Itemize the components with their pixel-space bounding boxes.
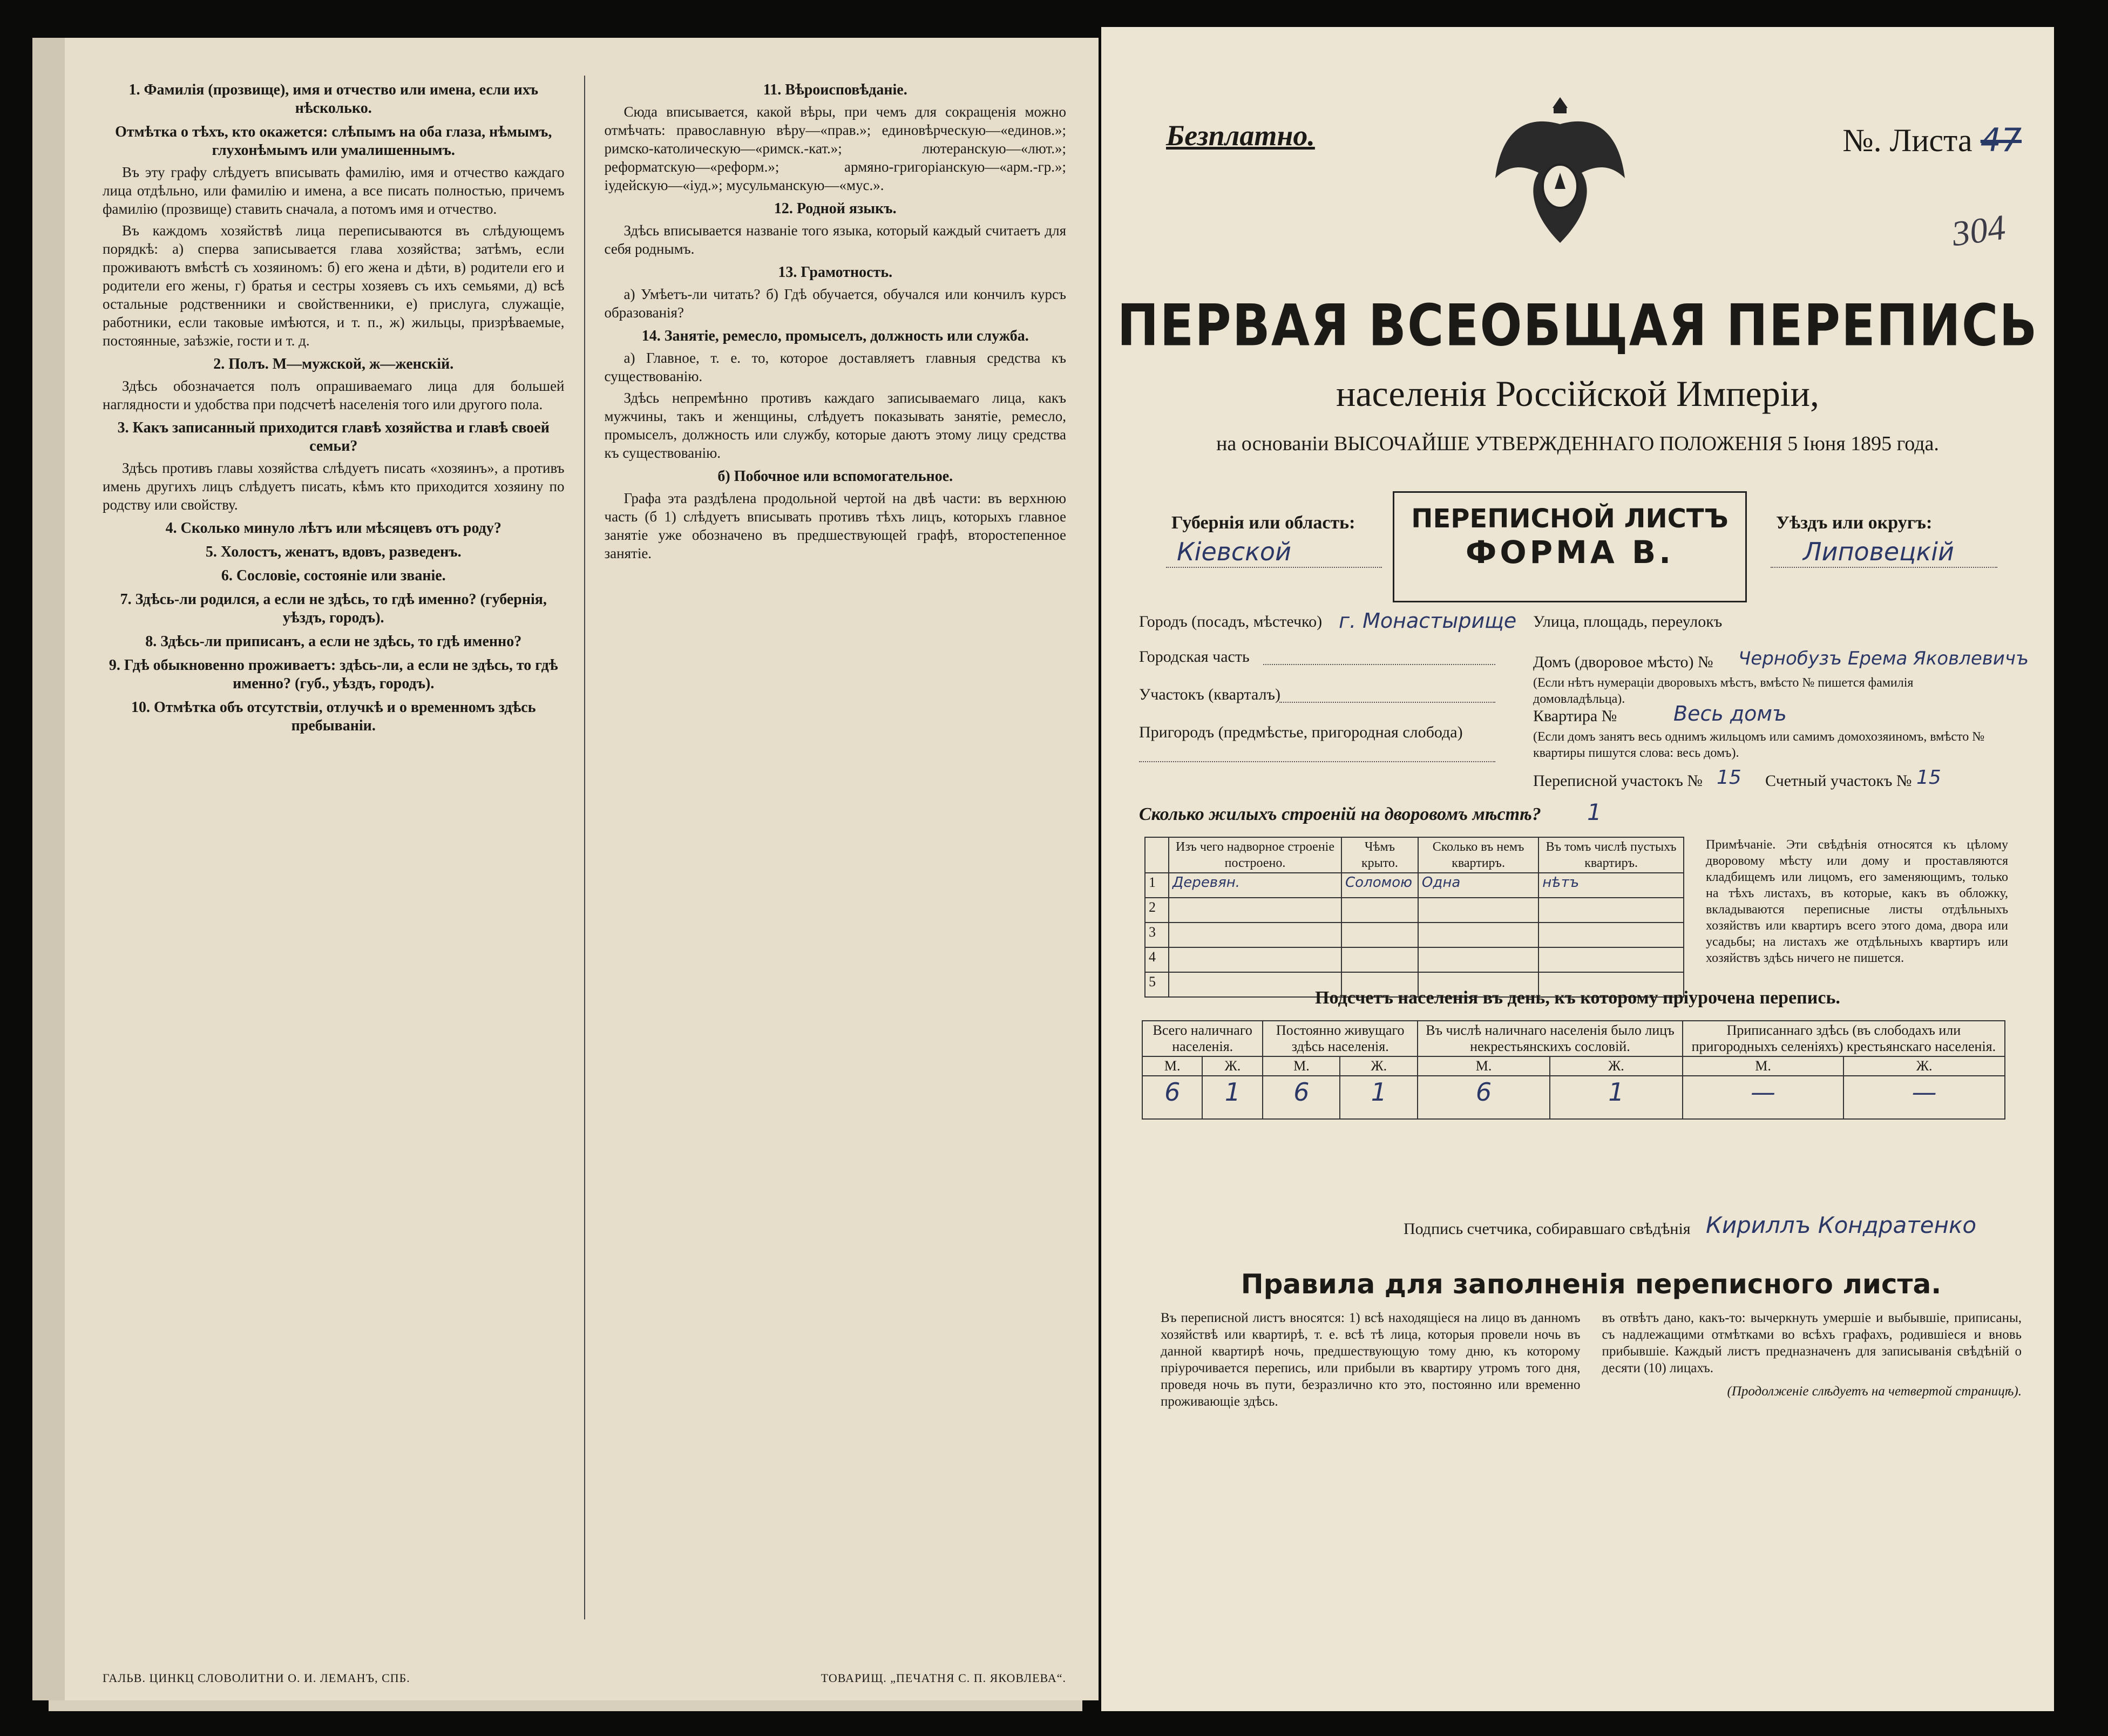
suburb-label: Пригородъ (предмѣстье, пригородная слобода) [1139,723,1463,741]
buildings-cell-n: 5 [1145,972,1169,997]
count-gender-row [1142,1056,2005,1076]
section-heading: 7. Здѣсь-ли родился, а если не здѣсь, то гдѣ именно? (губернія, уѣздъ, городъ). [120,591,547,626]
sheet-number [1842,121,2022,159]
uezd-label: Уѣздъ или округъ: [1776,513,1933,533]
count-title: Подсчетъ населенія въ день, къ которому пріурочена перепись. [1315,988,1840,1008]
paragraph: Графа эта раздѣлена продольной чертой на двѣ части: въ верхнюю часть (б 1) слѣдуетъ вписывать противъ тѣхъ лицъ, которыхъ главное занятіе уже обозначено въ предшествующей графѣ, второстепенное занятіе. [604,490,1066,561]
district-line [1263,664,1495,665]
buildings-header-row [1145,837,1684,873]
buildings-header-empty: Въ томъ числѣ пустыхъ квартиръ. [1538,837,1684,873]
form-box [1393,491,1747,602]
city-value: г. Монастырище [1339,609,1517,633]
buildings-cell-roof: Соломою [1341,873,1418,898]
street-label: Улица, площадь, переулокъ [1533,613,1723,630]
count-header-present: Всего наличнаго населенія. [1142,1021,1263,1056]
buildings-row [1145,873,1684,898]
flat-note: (Если домъ занятъ весь однимъ жильцомъ или самимъ домохозяиномъ, вмѣсто № квартиры пишутся слова: весь домъ). [1533,730,1985,760]
count-value-cell: 1 [1340,1076,1418,1119]
buildings-row [1145,923,1684,947]
buildings-cell-flats: Одна [1418,873,1538,898]
document-subtitle: населенія Россійской Имперіи, [1336,373,1820,414]
population-count-table [1142,1020,2005,1120]
imperial-eagle-icon [1490,92,1630,254]
buildings-row [1145,947,1684,972]
rules-title: Правила для заполненія переписного листа. [1241,1269,1942,1300]
flat-label: Квартира № [1533,707,1617,725]
right-page [1101,27,2054,1711]
count-gender-cell: Ж. [1550,1056,1683,1076]
paragraph: Сюда вписывается, какой вѣры, при чемъ для сокращенія можно отмѣчать: православную вѣру—«прав.»; единовѣрческую—«единов.»; римско-католическую—«римск.-кат.»; лютеранскую—«лют.»; реформатскую—«реформ.»; армяно-григоріанскую—«арм.-гр.»; іудейскую—«іуд.»; мусульманскую—«мус.». [604,104,1066,193]
count-value-cell: 6 [1263,1076,1340,1119]
city-label: Городъ (посадъ, мѣстечко) [1139,613,1323,630]
buildings-row [1145,898,1684,923]
uezd-value: Липовецкій [1803,537,1954,566]
section-heading: 14. Занятіе, ремесло, промыселъ, должность или служба. [641,328,1029,344]
section-label: Участокъ (кварталъ) [1139,686,1281,703]
buildings-cell-material: Деревян. [1169,873,1341,898]
buildings-cell-empty [1538,947,1684,972]
count-header-row [1142,1021,2005,1056]
count-gender-cell: М. [1418,1056,1550,1076]
rules-columns [1161,1310,2022,1410]
section-heading: 12. Родной языкъ. [774,200,897,217]
section-heading: 9. Гдѣ обыкновенно проживаетъ: здѣсь-ли, а если не здѣсь, то гдѣ именно? (губ., уѣздъ, городъ). [109,657,558,692]
section-heading: 11. Вѣроисповѣданіе. [763,82,907,98]
buildings-cell-n: 4 [1145,947,1169,972]
count-value-cell: — [1843,1076,2005,1119]
buildings-cell-material [1169,898,1341,923]
left-page-columns [103,76,1066,1619]
dwellings-label: Сколько жилыхъ строеній на дворовомъ мѣстѣ? [1139,804,1541,824]
buildings-header-flats: Сколько въ немъ квартиръ. [1418,837,1538,873]
buildings-cell-material [1169,923,1341,947]
count-gender-cell: Ж. [1340,1056,1418,1076]
counting-district-value: 15 [1916,767,1941,789]
count-values-row [1142,1076,2005,1119]
dwellings-value: 1 [1587,799,1602,825]
count-value-cell: 6 [1418,1076,1550,1119]
rules-column-1: Въ переписной листъ вносятся: 1) всѣ находящіеся на лицо въ данномъ хозяйствѣ или квартирѣ, т. е. всѣ тѣ лица, которыя провели ночь въ данной квартирѣ ночь, предшествующую тому дню, къ которому пріурочивается перепись, или прибыли въ квартиру утромъ того дня, проведя ночь въ пути, безразлично кто это, постоянно или временно проживающіе здѣсь. [1161,1311,1581,1409]
paragraph: Здѣсь непремѣнно противъ каждаго записываемаго лица, какъ мужчины, такъ и женщины, слѣдуетъ показывать занятіе, ремесло, промыселъ, должность или службу, которые даютъ этому лицу средства къ существованію. [604,390,1066,461]
buildings-cell-empty: нѣтъ [1538,873,1684,898]
section-line [1279,702,1495,703]
section-heading: 3. Какъ записанный приходится главѣ хозяйства и главѣ своей семьи? [117,419,550,455]
sheet-number-value: 47 [1980,121,2022,159]
section-heading: 6. Сословіе, состояніе или званіе. [221,567,446,584]
rules-column-2-text: въ отвѣтъ дано, какъ-то: вычеркнуть умершіе и выбывшіе, приписаны, съ надлежащими отмѣтками во всѣхъ графахъ, родившіеся и вновь прибывшіе. Каждый листъ предназначенъ для записыванія свѣдѣній о десяти (10) лицахъ. [1602,1311,2022,1375]
suburb-line [1139,761,1495,762]
buildings-header-material: Изъ чего надворное строеніе построено. [1169,837,1341,873]
census-district-label: Переписной участокъ № [1533,772,1703,790]
census-district-value: 15 [1717,767,1741,789]
buildings-cell-flats [1418,923,1538,947]
province-label: Губернія или область: [1171,513,1355,533]
left-page [65,38,1099,1700]
signature-label: Подпись счетчика, собиравшаго свѣдѣнія [1404,1220,1691,1238]
section-heading: 10. Отмѣтка объ отсутствіи, отлучкѣ и о временномъ здѣсь пребываніи. [131,699,536,734]
buildings-cell-n: 2 [1145,898,1169,923]
form-title: ПЕРЕПИСНОЙ ЛИСТЪ [1411,504,1729,534]
count-header-registered-peasant: Приписаннаго здѣсь (въ слободахъ или пригородныхъ селеніяхъ) крестьянскаго населенія. [1683,1021,2005,1056]
count-header-non-peasant: Въ числѣ наличнаго населенія было лицъ некрестьянскихъ сословій. [1418,1021,1683,1056]
buildings-cell-n: 3 [1145,923,1169,947]
count-value-cell: 1 [1202,1076,1263,1119]
buildings-cell-roof [1341,898,1418,923]
section-heading: 4. Сколько минуло лѣтъ или мѣсяцевъ отъ роду? [165,520,501,537]
free-of-charge-label: Безплатно. [1166,119,1315,152]
count-value-cell: 6 [1142,1076,1202,1119]
paragraph: а) Главное, т. е. то, которое доставляетъ главныя средства къ существованію. [604,350,1066,384]
section-heading: 1. Фамилія (прозвище), имя и отчество или имена, если ихъ нѣсколько. [128,82,539,117]
legal-basis: на основаніи ВЫСОЧАЙШЕ УТВЕРЖДЕННАГО ПОЛОЖЕНІЯ 5 Іюня 1895 года. [1216,432,1939,455]
printer-credit-left: ГАЛЬВ. ЦИНКЦ СЛОВОЛИТНИ О. И. ЛЕМАНЪ, СПБ. [103,1671,410,1685]
printer-credit-right: ТОВАРИЩ. „ПЕЧАТНЯ С. П. ЯКОВЛЕВА“. [821,1671,1066,1685]
flat-value: Весь домъ [1673,702,1787,725]
signature-value: Кириллъ Кондратенко [1706,1212,1977,1238]
buildings-note: Примѣчаніе. Эти свѣдѣнія относятся къ цѣлому дворовому мѣсту или дому и проставляются кладбищемъ или лицомъ, его заменяющимъ, только на тѣхъ листахъ, въ которые, какъ въ обложку, вкладываются переписные листы отдѣльныхъ хозяйствъ или квартиръ всего этого дома, двора или усадьбы; на листахъ же отдѣльныхъ квартиръ или хозяйствъ здѣсь ничего не пишется. [1706,838,2008,965]
house-value: Чернобузъ Ерема Яковлевичъ [1738,648,2029,669]
section-heading: 13. Грамотность. [778,264,893,281]
section-heading: 5. Холостъ, женатъ, вдовъ, разведенъ. [205,544,462,560]
city-district-label: Городская часть [1139,648,1250,666]
count-gender-cell: М. [1263,1056,1340,1076]
section-heading: б) Побочное или вспомогательное. [717,468,953,485]
document-title: ПЕРВАЯ ВСЕОБЩАЯ ПЕРЕПИСЬ [1117,292,2038,360]
rules-continued-note: (Продолженіе слѣдуетъ на четвертой страницѣ). [1727,1384,2022,1399]
buildings-cell-roof [1341,947,1418,972]
count-header-permanent: Постоянно живущаго здѣсь населенія. [1263,1021,1418,1056]
paragraph: Здѣсь обозначается полъ опрашиваемаго лица для большей наглядности и удобства при подсчетѣ населенія того или другого пола. [103,378,565,412]
buildings-cell-empty [1538,898,1684,923]
section-heading: 8. Здѣсь-ли приписанъ, а если не здѣсь, то гдѣ именно? [145,633,522,650]
buildings-cell-flats [1418,898,1538,923]
paragraph: Здѣсь вписывается названіе того языка, который каждый считаетъ для себя роднымъ. [604,222,1066,257]
instructions-column-1 [103,76,565,1619]
count-value-cell: 1 [1550,1076,1683,1119]
province-value: Кіевской [1177,537,1291,566]
buildings-cell-material [1169,947,1341,972]
paragraph: Въ каждомъ хозяйствѣ лица переписываются въ слѣдующемъ порядкѣ: а) сперва записывается глава хозяйства; затѣмъ, если проживаютъ вмѣстѣ съ хозяиномъ: б) его жена и дѣти, в) родители его и родители его жены, г) братья и сестры хозяевъ съ ихъ семьями, д) всѣ остальные родственники и свойственники, е) прислуга, служащіе, работники, если таковые имѣются, и т. п., ж) жильцы, призрѣваемые, постоянные, заѣзжіе, гости и т. д. [103,222,565,349]
form-name: ФОРМА В. [1465,534,1675,571]
house-label: Домъ (дворовое мѣсто) № [1533,653,1713,671]
house-note: (Если нѣтъ нумераціи дворовыхъ мѣстъ, вмѣсто № пишется фамилія домовладѣльца). [1533,676,1914,706]
section-heading: Отмѣтка о тѣхъ, кто окажется: слѣпымъ на оба глаза, нѣмымъ, глухонѣмымъ или умалишеннымъ. [115,124,552,159]
paragraph: Въ эту графу слѣдуетъ вписывать фамилію, имя и отчество каждаго лица отдѣльно, или фамилію и имена, а все писать полностью, причемъ фамилію (прозвище) ставить сначала, а потомъ имя и отчество. [103,164,565,217]
buildings-cell-flats [1418,947,1538,972]
count-gender-cell: Ж. [1202,1056,1263,1076]
count-gender-cell: М. [1142,1056,1202,1076]
uezd-line [1771,567,1997,568]
handwritten-page-number: 304 [1949,207,2008,254]
buildings-cell-empty [1538,923,1684,947]
buildings-table [1144,837,1684,998]
buildings-header-roof: Чѣмъ крыто. [1341,837,1418,873]
rules-column-2 [1602,1310,2022,1410]
count-gender-cell: Ж. [1843,1056,2005,1076]
count-value-cell: — [1683,1076,1844,1119]
counting-district-label: Счетный участокъ № [1765,772,1912,790]
province-line [1166,567,1382,568]
column-divider [584,76,585,1619]
left-page-footer [103,1671,1066,1685]
buildings-cell-n: 1 [1145,873,1169,898]
paragraph: а) Умѣетъ-ли читать? б) Гдѣ обучается, обучался или кончилъ курсъ образованія? [604,286,1066,321]
paragraph: Здѣсь противъ главы хозяйства слѣдуетъ писать «хозяинъ», а противъ имень другихъ лицъ слѣдуетъ писать, кѣмъ кто приходится хозяину по родству или свойству. [103,460,565,513]
count-gender-cell: М. [1683,1056,1844,1076]
section-heading: 2. Полъ. М—мужской, ж—женскій. [213,356,454,372]
buildings-cell-roof [1341,923,1418,947]
instructions-column-2 [605,76,1067,1619]
rules-section [1161,1269,2022,1679]
sheet-number-label: №. Листа [1842,123,1973,158]
